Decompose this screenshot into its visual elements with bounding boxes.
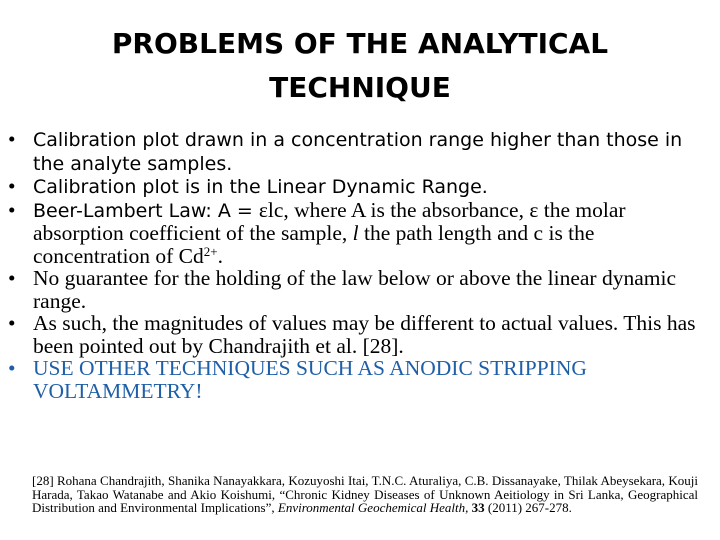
reference-details: (2011) 267-278.	[484, 500, 572, 515]
reference-volume: 33	[471, 500, 485, 515]
reference-citation	[32, 474, 698, 515]
bullet-icon: •	[8, 266, 16, 290]
bullet-text: the path length and c is the concentration of Cd	[33, 221, 595, 268]
bullet-text: Calibration plot is in the Linear Dynamic Range.	[33, 176, 488, 198]
bullet-icon: •	[8, 174, 16, 198]
bullet-text: As such, the magnitudes of values may be different to actual values. This has been pointed out by Chandrajith et al. [28].	[33, 311, 696, 358]
bullet-text: Calibration plot drawn in a concentration range higher than those in the analyte samples.	[33, 129, 683, 175]
bullet-icon: •	[8, 311, 16, 335]
bullet-text: No guarantee for the holding of the law below or above the linear dynamic range.	[33, 266, 676, 313]
bullet-item	[8, 312, 713, 357]
reference-separator: ,	[465, 500, 472, 515]
bullet-icon: •	[8, 197, 16, 222]
bullet-icon: •	[8, 356, 16, 380]
bullet-item	[8, 128, 713, 175]
bullet-text-lead: Beer-Lambert Law: A =	[33, 199, 259, 222]
bullet-text-end: .	[217, 243, 223, 268]
title-line-2: TECHNIQUE	[269, 71, 451, 104]
title-line-1: PROBLEMS OF THE ANALYTICAL	[111, 27, 609, 60]
bullet-text: USE OTHER TECHNIQUES SUCH AS ANODIC STRIPPING VOLTAMMETRY!	[33, 356, 587, 403]
bullet-list	[8, 128, 713, 402]
path-length-symbol: l	[352, 221, 359, 245]
bullet-item	[8, 199, 713, 268]
bullet-text: , where A is the absorbance, ε the molar absorption coefficient of the sample,	[33, 197, 626, 245]
page-title	[0, 22, 720, 110]
bullet-item-highlight	[8, 357, 713, 402]
charge-superscript: 2+	[203, 243, 218, 259]
reference-authors: [28] Rohana Chandrajith, Shanika Nanayakkara, Kozuyoshi Itai, T.N.C. Aturaliya, C.B. Dissanayake, Thilak Abeysekara, Kouji Harada, Takao Watanabe and Akio Koishumi, “Chronic Kidney Diseases of Unknown Aeitiology in Sri Lanka, Geographical Distribution and Environmental Implications”,	[32, 473, 698, 515]
beer-lambert-formula: εlc	[258, 197, 284, 222]
bullet-item	[8, 175, 713, 199]
bullet-item	[8, 267, 713, 312]
reference-journal: Environmental Geochemical Health	[277, 500, 466, 515]
bullet-icon: •	[8, 127, 16, 151]
